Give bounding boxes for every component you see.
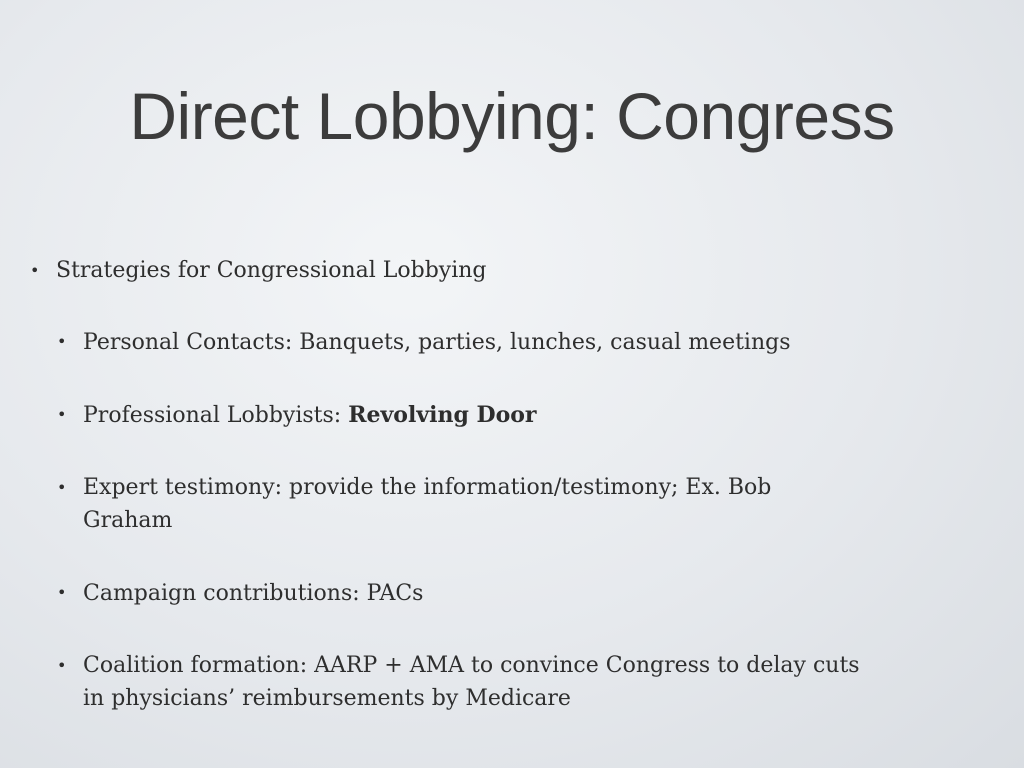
sub-bullet-text: Coalition formation: AARP + AMA to convince Congress to delay cuts in physicians’ reimbursements by Medicare <box>83 653 860 711</box>
sub-bullet-text: Personal Contacts: Banquets, parties, lunches, casual meetings <box>83 330 791 355</box>
bullet-icon: • <box>57 656 67 675</box>
sub-bullet-text: Professional Lobbyists: <box>83 403 349 428</box>
sub-bullet-coalition-formation <box>57 650 863 715</box>
bullet-icon: • <box>30 261 40 280</box>
sub-bullet-text: Expert testimony: provide the information/testimony; Ex. Bob Graham <box>83 475 772 533</box>
sub-bullet-campaign-contributions <box>57 577 863 610</box>
main-bullet-text: Strategies for Congressional Lobbying <box>56 258 487 283</box>
sub-bullet-expert-testimony <box>57 472 863 537</box>
bullet-icon: • <box>57 478 67 497</box>
sub-bullet-text: Campaign contributions: PACs <box>83 581 424 606</box>
slide-body <box>30 254 870 755</box>
bullet-icon: • <box>57 405 67 424</box>
bullet-icon: • <box>57 332 67 351</box>
sub-bullet-personal-contacts <box>57 326 863 359</box>
slide-title: Direct Lobbying: Congress <box>129 79 895 153</box>
bullet-icon: • <box>57 583 67 602</box>
main-bullet <box>30 254 870 288</box>
sub-bullet-bold-text: Revolving Door <box>348 402 537 428</box>
sub-bullet-professional-lobbyists <box>57 399 863 432</box>
